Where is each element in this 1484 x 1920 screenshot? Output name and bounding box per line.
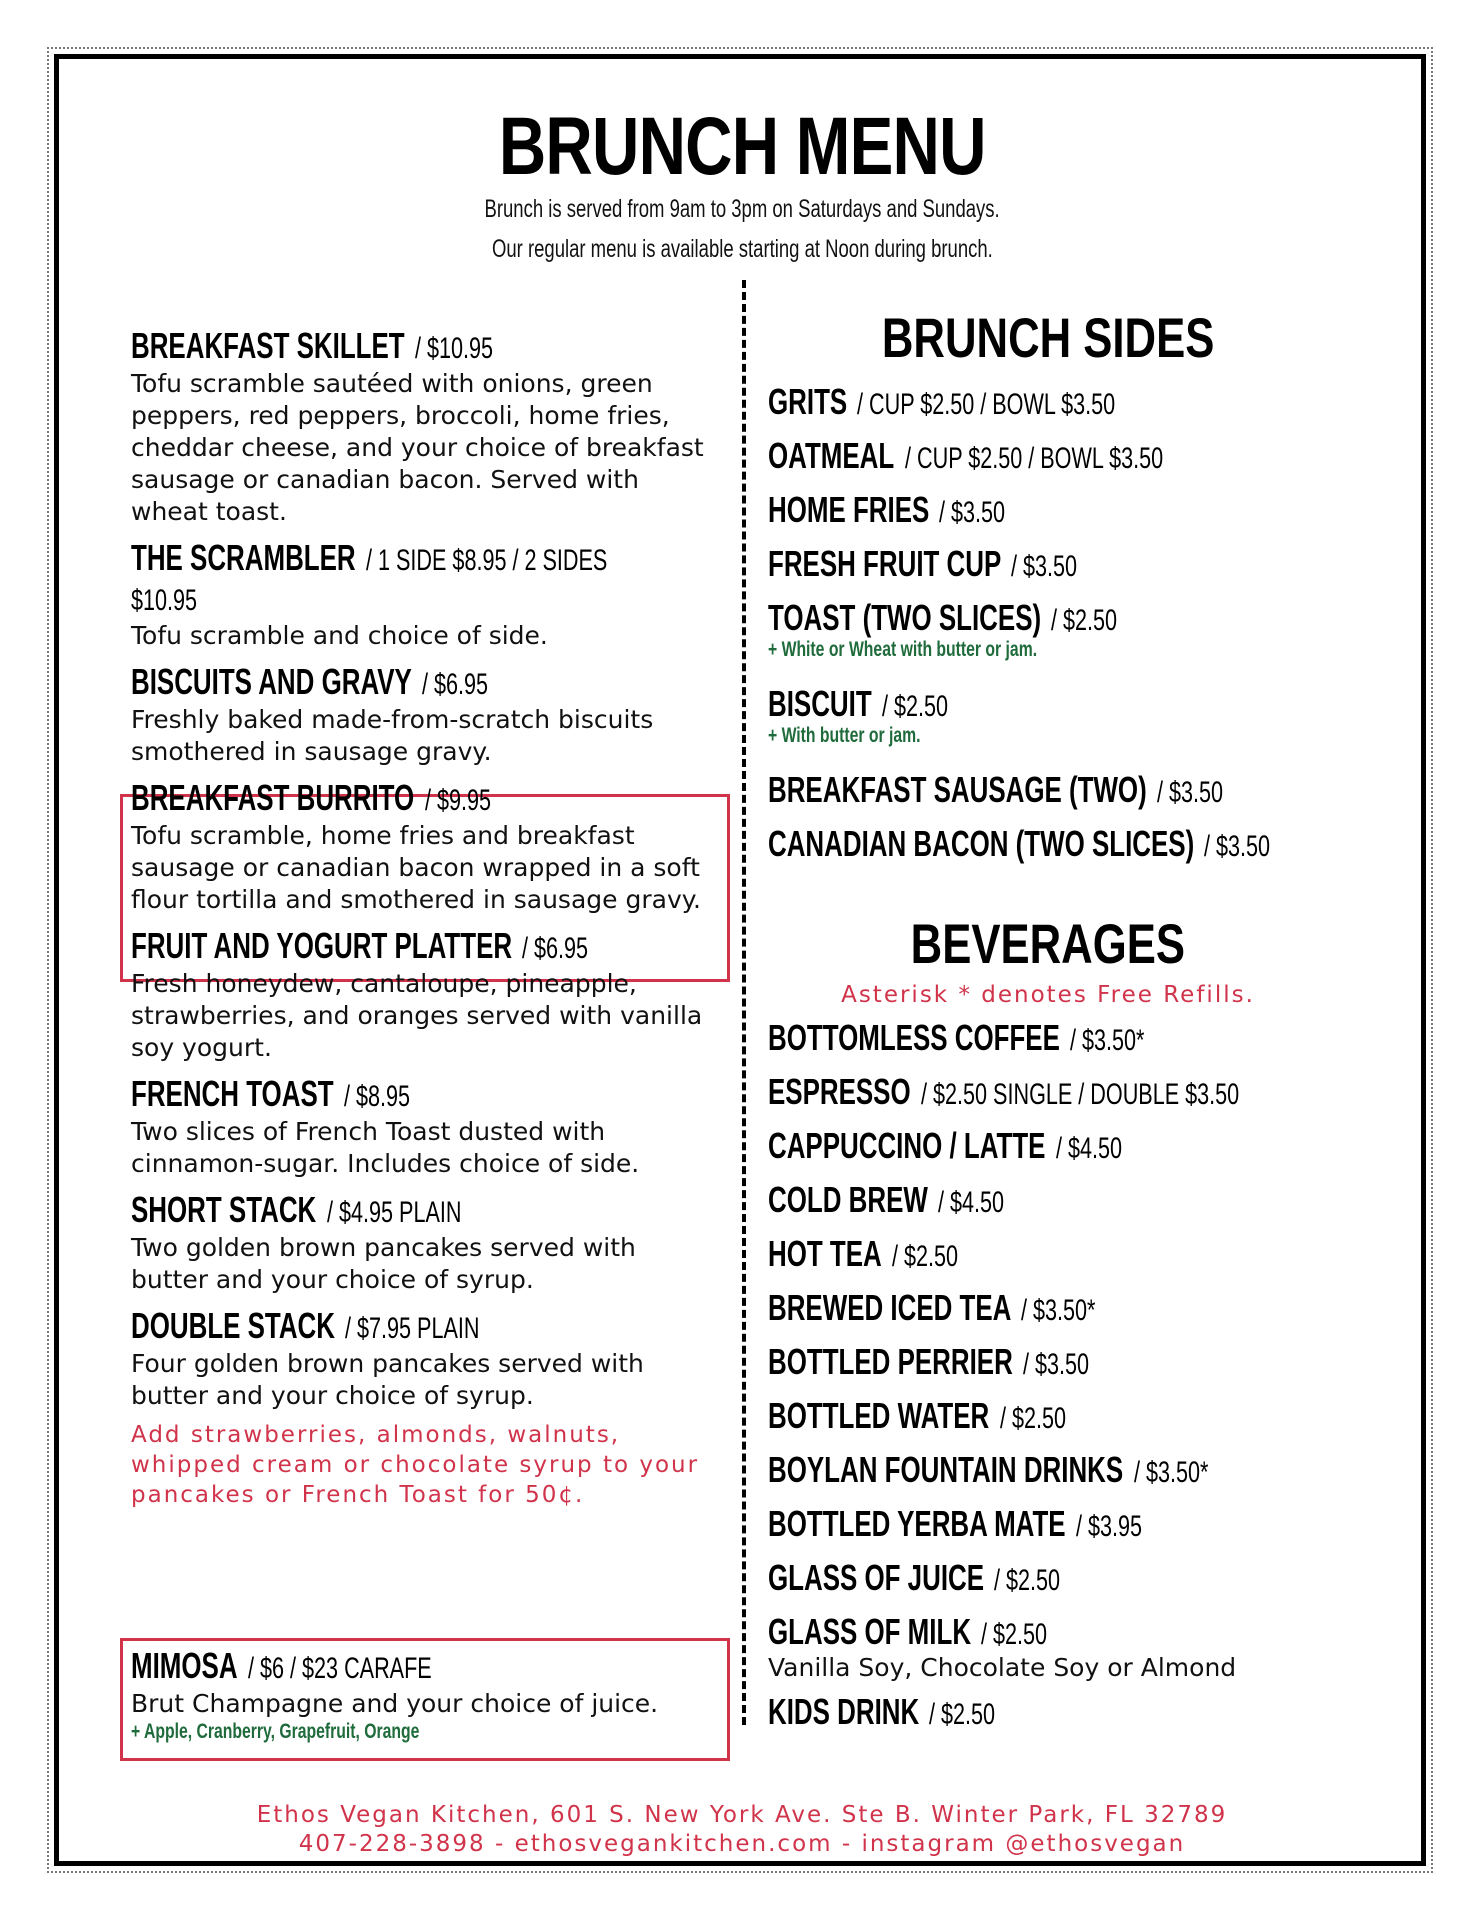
item-name: BREAKFAST BURRITO (131, 777, 415, 818)
item-price: / $10.95 (414, 332, 493, 365)
side-item: GRITS / CUP $2.50 / BOWL $3.50 (768, 381, 1116, 422)
item-price: / $9.95 (424, 784, 491, 817)
brunch-sides-heading: BRUNCH SIDES (881, 306, 1215, 369)
item-description: Brut Champagne and your choice of juice. (131, 1689, 659, 1718)
pancake-addon-note: Add strawberries, almonds, walnuts, whipped cream or chocolate syrup to your pancakes or French Toast for 50¢. (131, 1422, 700, 1508)
item-price: / $6.95 (421, 668, 488, 701)
free-refills-note: Asterisk * denotes Free Refills. (841, 982, 1255, 1008)
item-price-continued: $10.95 (131, 584, 198, 617)
item-description: Freshly baked made-from-scratch biscuits smothered in sausage gravy. (131, 705, 654, 766)
item-price: / 1 SIDE $8.95 / 2 SIDES (365, 544, 607, 577)
menu-item-double-stack (131, 1305, 711, 1412)
sides-and-beverages-column (768, 306, 1328, 1748)
item-name: BISCUITS AND GRAVY (131, 661, 412, 702)
beverage-item: BOTTLED PERRIER / $3.50 (768, 1341, 1089, 1382)
item-name: THE SCRAMBLER (131, 537, 356, 578)
item-description: Two slices of French Toast dusted with cinnamon-sugar. Includes choice of side. (131, 1117, 640, 1178)
item-price: / $4.95 PLAIN (326, 1196, 462, 1229)
side-item: HOME FRIES / $3.50 (768, 489, 1006, 530)
page-title: BRUNCH MENU (498, 101, 986, 192)
item-description: Tofu scramble sautéed with onions, green peppers, red peppers, broccoli, home fries, cheddar cheese, and your choice of breakfast sausage or canadian bacon. Served with wheat toast. (131, 369, 704, 526)
side-item: CANADIAN BACON (TWO SLICES) / $3.50 (768, 823, 1271, 864)
side-item: BISCUIT / $2.50 (768, 683, 948, 724)
item-name: BREAKFAST SKILLET (131, 325, 405, 366)
mimosa-juice-options: + Apple, Cranberry, Grapefruit, Orange (131, 1720, 420, 1743)
item-name: SHORT STACK (131, 1189, 317, 1230)
item-description: Tofu scramble and choice of side. (131, 621, 548, 650)
beverage-item: ESPRESSO / $2.50 SINGLE / DOUBLE $3.50 (768, 1071, 1239, 1112)
menu-item-the-scrambler (131, 537, 711, 652)
milk-options: Vanilla Soy, Chocolate Soy or Almond (768, 1653, 1237, 1682)
toast-note: + White or Wheat with butter or jam. (768, 638, 1038, 661)
item-price: / $6.95 (522, 932, 589, 965)
menu-item-french-toast (131, 1073, 711, 1180)
menu-item-fruit-and-yogurt-platter (131, 925, 711, 1064)
beverage-item: BOTTLED YERBA MATE / $3.95 (768, 1503, 1143, 1544)
beverages-heading: BEVERAGES (910, 912, 1186, 975)
subtitle-line-1: Brunch is served from 9am to 3pm on Saturdays and Sundays. (484, 195, 1000, 223)
item-description: Tofu scramble, home fries and breakfast sausage or canadian bacon wrapped in a soft flour tortilla and smothered in sausage gravy. (131, 821, 701, 914)
beverages-list (768, 1017, 1328, 1748)
beverage-item: BOYLAN FOUNTAIN DRINKS / $3.50* (768, 1449, 1208, 1490)
side-item: BREAKFAST SAUSAGE (TWO) / $3.50 (768, 769, 1223, 810)
beverage-item: BOTTOMLESS COFFEE / $3.50* (768, 1017, 1145, 1058)
item-description: Four golden brown pancakes served with butter and your choice of syrup. (131, 1349, 644, 1410)
footer-contact: 407-228-3898 - ethosvegankitchen.com - instagram @ethosvegan (298, 1831, 1186, 1857)
side-item: TOAST (TWO SLICES) / $2.50 (768, 597, 1118, 638)
biscuit-note: + With butter or jam. (768, 724, 921, 747)
beverage-item: COLD BREW / $4.50 (768, 1179, 1004, 1220)
item-description: Two golden brown pancakes served with butter and your choice of syrup. (131, 1233, 636, 1294)
beverage-item: BREWED ICED TEA / $3.50* (768, 1287, 1096, 1328)
menu-item-short-stack (131, 1189, 711, 1296)
item-price: / $8.95 (343, 1080, 410, 1113)
item-name: DOUBLE STACK (131, 1305, 335, 1346)
subtitle-line-2: Our regular menu is available starting at Noon during brunch. (491, 235, 993, 263)
beverage-item: GLASS OF MILK / $2.50 (768, 1611, 1048, 1652)
side-item: OATMEAL / CUP $2.50 / BOWL $3.50 (768, 435, 1163, 476)
beverage-item: HOT TEA / $2.50 (768, 1233, 958, 1274)
item-price: / $6 / $23 CARAFE (247, 1652, 432, 1685)
footer-address: Ethos Vegan Kitchen, 601 S. New York Ave. Ste B. Winter Park, FL 32789 (256, 1802, 1228, 1828)
beverage-item: BOTTLED WATER / $2.50 (768, 1395, 1066, 1436)
side-item: FRESH FRUIT CUP / $3.50 (768, 543, 1078, 584)
item-description: Fresh honeydew, cantaloupe, pineapple, strawberries, and oranges served with vanilla soy yogurt. (131, 969, 703, 1062)
beverage-item: GLASS OF JUICE / $2.50 (768, 1557, 1061, 1598)
beverage-item: CAPPUCCINO / LATTE / $4.50 (768, 1125, 1122, 1166)
item-name: FRUIT AND YOGURT PLATTER (131, 925, 513, 966)
menu-item-biscuits-and-gravy (131, 661, 711, 768)
beverage-item: KIDS DRINK / $2.50 (768, 1691, 996, 1732)
item-name: FRENCH TOAST (131, 1073, 334, 1114)
menu-item-mimosa (131, 1645, 711, 1744)
brunch-items-column (131, 325, 711, 1510)
item-name: MIMOSA (131, 1645, 238, 1686)
menu-item-breakfast-skillet (131, 325, 711, 528)
sides-list (768, 381, 1328, 880)
menu-item-breakfast-burrito (131, 777, 711, 916)
column-divider (742, 280, 746, 1725)
item-price: / $7.95 PLAIN (345, 1312, 480, 1345)
